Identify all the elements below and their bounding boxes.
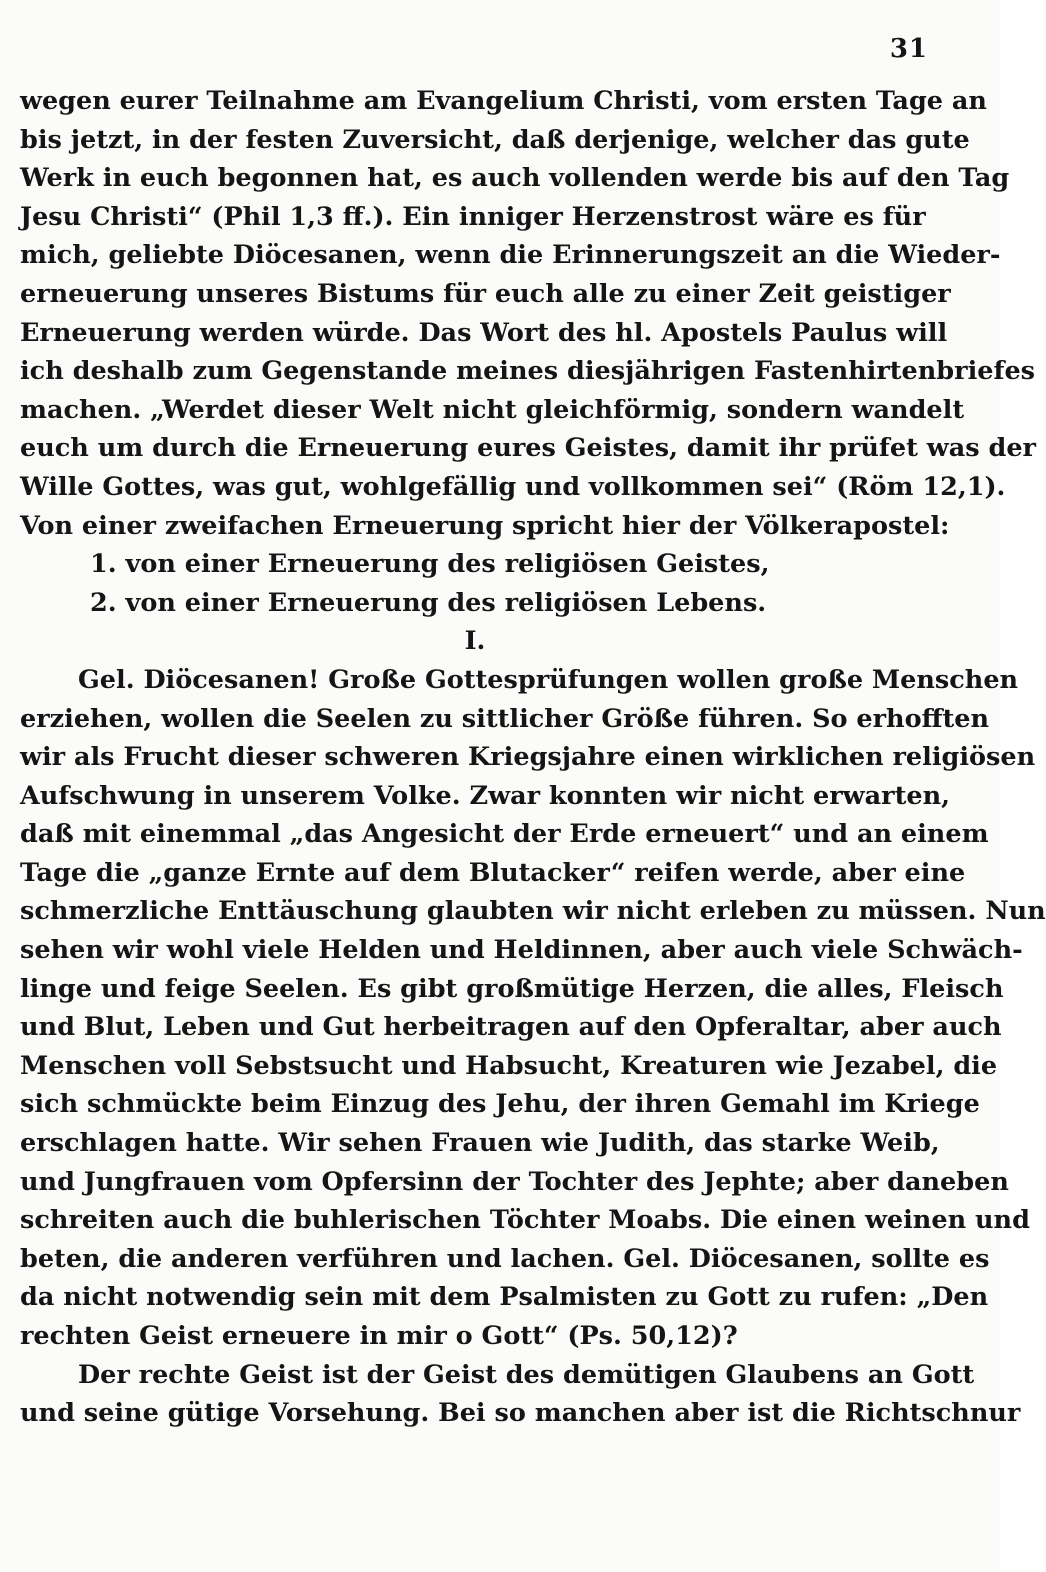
body-text — [20, 82, 1046, 1433]
text-line: schmerzliche Enttäuschung glaubten wir nicht erleben zu müssen. Nun — [20, 896, 1046, 927]
list-item: 2. von einer Erneuerung des religiösen Lebens. — [90, 587, 767, 618]
text-line: daß mit einemmal „das Angesicht der Erde erneuert“ und an einem — [20, 819, 989, 850]
page-number: 31 — [889, 34, 928, 64]
text-line: da nicht notwendig sein mit dem Psalmisten zu Gott zu rufen: „Den — [20, 1282, 989, 1313]
text-line: erneuerung unseres Bistums für euch alle zu einer Zeit geistiger — [20, 278, 951, 309]
text-line: erschlagen hatte. Wir sehen Frauen wie Judith, das starke Weib, — [20, 1128, 940, 1159]
text-line: schreiten auch die buhlerischen Töchter Moabs. Die einen weinen und — [20, 1205, 1030, 1236]
text-line: sehen wir wohl viele Helden und Heldinnen, aber auch viele Schwäch- — [20, 935, 1023, 966]
text-line: Tage die „ganze Ernte auf dem Blutacker“ reifen werde, aber eine — [20, 857, 966, 888]
text-line: Jesu Christi“ (Phil 1,3 ff.). Ein inniger Herzenstrost wäre es für — [20, 201, 926, 232]
paragraph-start: Gel. Diöcesanen! Große Gottesprüfungen wollen große Menschen — [78, 664, 1019, 695]
text-line: Menschen voll Sebstsucht und Habsucht, Kreaturen wie Jezabel, die — [20, 1050, 998, 1081]
text-line: erziehen, wollen die Seelen zu sittlicher Größe führen. So erhofften — [20, 703, 990, 734]
text-line: mich, geliebte Diöcesanen, wenn die Erinnerungszeit an die Wieder- — [20, 240, 1001, 271]
text-line: Aufschwung in unserem Volke. Zwar konnten wir nicht erwarten, — [20, 780, 950, 811]
text-line: euch um durch die Erneuerung eures Geistes, damit ihr prüfet was der — [20, 433, 1036, 464]
section-heading: I. — [464, 626, 486, 657]
text-line: linge und feige Seelen. Es gibt großmütige Herzen, die alles, Fleisch — [20, 973, 1004, 1004]
paragraph-start: Der rechte Geist ist der Geist des demütigen Glaubens an Gott — [78, 1359, 975, 1390]
text-line: bis jetzt, in der festen Zuversicht, daß derjenige, welcher das gute — [20, 124, 970, 155]
text-line: wegen eurer Teilnahme am Evangelium Christi, vom ersten Tage an — [20, 86, 987, 116]
text-line: sich schmückte beim Einzug des Jehu, der ihren Gemahl im Kriege — [20, 1089, 980, 1120]
text-line: wir als Frucht dieser schweren Kriegsjahre einen wirklichen religiösen — [20, 742, 1036, 773]
text-line: rechten Geist erneuere in mir o Gott“ (Ps. 50,12)? — [20, 1321, 738, 1351]
text-line: und Jungfrauen vom Opfersinn der Tochter des Jephte; aber daneben — [20, 1166, 1009, 1197]
text-line: Erneuerung werden würde. Das Wort des hl. Apostels Paulus will — [20, 317, 948, 348]
text-line: machen. „Werdet dieser Welt nicht gleichförmig, sondern wandelt — [20, 394, 965, 425]
text-line: Von einer zweifachen Erneuerung spricht hier der Völkerapostel: — [20, 510, 950, 541]
text-line: und Blut, Leben und Gut herbeitragen auf den Opferaltar, aber auch — [20, 1012, 1002, 1043]
text-line: ich deshalb zum Gegenstande meines diesjährigen Fastenhirtenbriefes — [20, 356, 1036, 387]
text-line: beten, die anderen verführen und lachen. Gel. Diöcesanen, sollte es — [20, 1243, 990, 1274]
text-line: Wille Gottes, was gut, wohlgefällig und vollkommen sei“ (Röm 12,1). — [20, 471, 1006, 502]
text-line: und seine gütige Vorsehung. Bei so manchen aber ist die Richtschnur — [20, 1398, 1021, 1429]
text-line: Werk in euch begonnen hat, es auch vollenden werde bis auf den Tag — [20, 163, 1010, 194]
list-item: 1. von einer Erneuerung des religiösen Geistes, — [90, 549, 770, 580]
